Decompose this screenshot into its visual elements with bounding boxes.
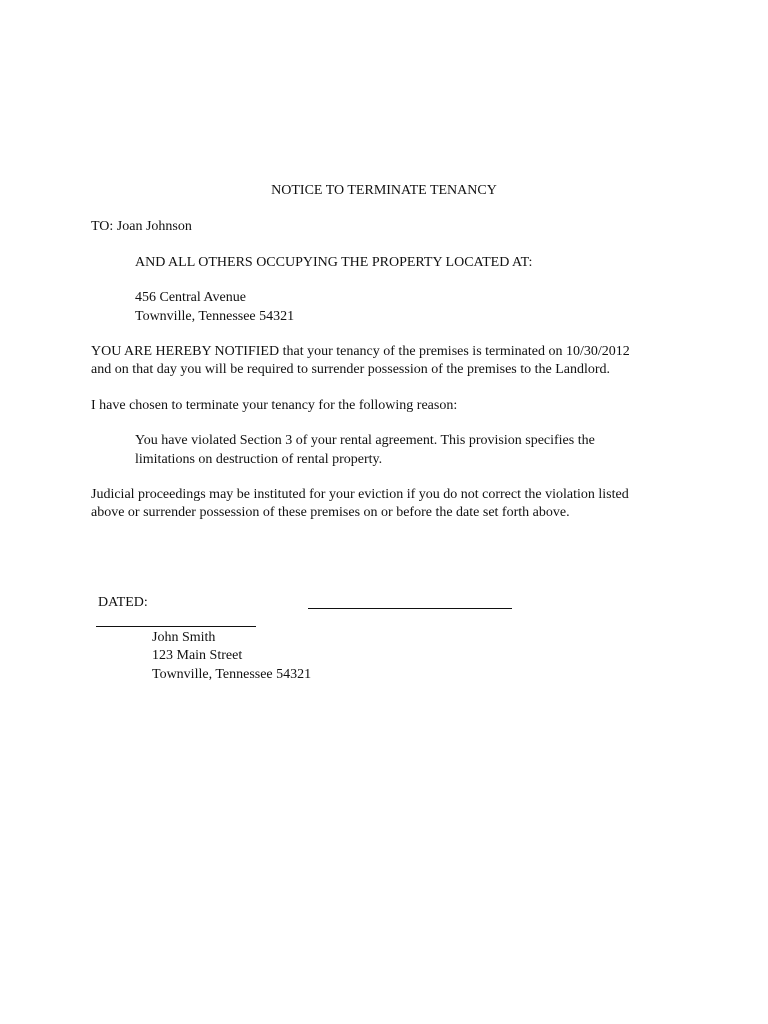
- property-street: 456 Central Avenue: [135, 290, 246, 305]
- notice-line-1: YOU ARE HEREBY NOTIFIED that your tenancy of the premises is terminated on 10/30/2012: [91, 344, 630, 359]
- date-line: [96, 626, 256, 627]
- dated-label: DATED:: [98, 595, 148, 610]
- landlord-name: John Smith: [152, 630, 216, 645]
- property-city-state-zip: Townville, Tennessee 54321: [135, 309, 295, 324]
- reason-intro: I have chosen to terminate your tenancy for the following reason:: [91, 398, 458, 413]
- recipient-line: TO: Joan Johnson: [91, 219, 192, 234]
- notice-line-2: and on that day you will be required to surrender possession of the premises to the Landlord.: [91, 362, 611, 377]
- document-title: NOTICE TO TERMINATE TENANCY: [271, 183, 497, 198]
- reason-line-1: You have violated Section 3 of your rental agreement. This provision specifies the: [135, 433, 595, 448]
- judicial-line-2: above or surrender possession of these premises on or before the date set forth above.: [91, 505, 570, 520]
- judicial-line-1: Judicial proceedings may be instituted for your eviction if you do not correct the violation listed: [91, 487, 629, 502]
- reason-line-2: limitations on destruction of rental property.: [135, 452, 383, 467]
- landlord-city-state-zip: Townville, Tennessee 54321: [152, 667, 312, 682]
- landlord-street: 123 Main Street: [152, 648, 243, 663]
- others-occupying-line: AND ALL OTHERS OCCUPYING THE PROPERTY LOCATED AT:: [135, 255, 533, 270]
- signature-line: [308, 608, 512, 609]
